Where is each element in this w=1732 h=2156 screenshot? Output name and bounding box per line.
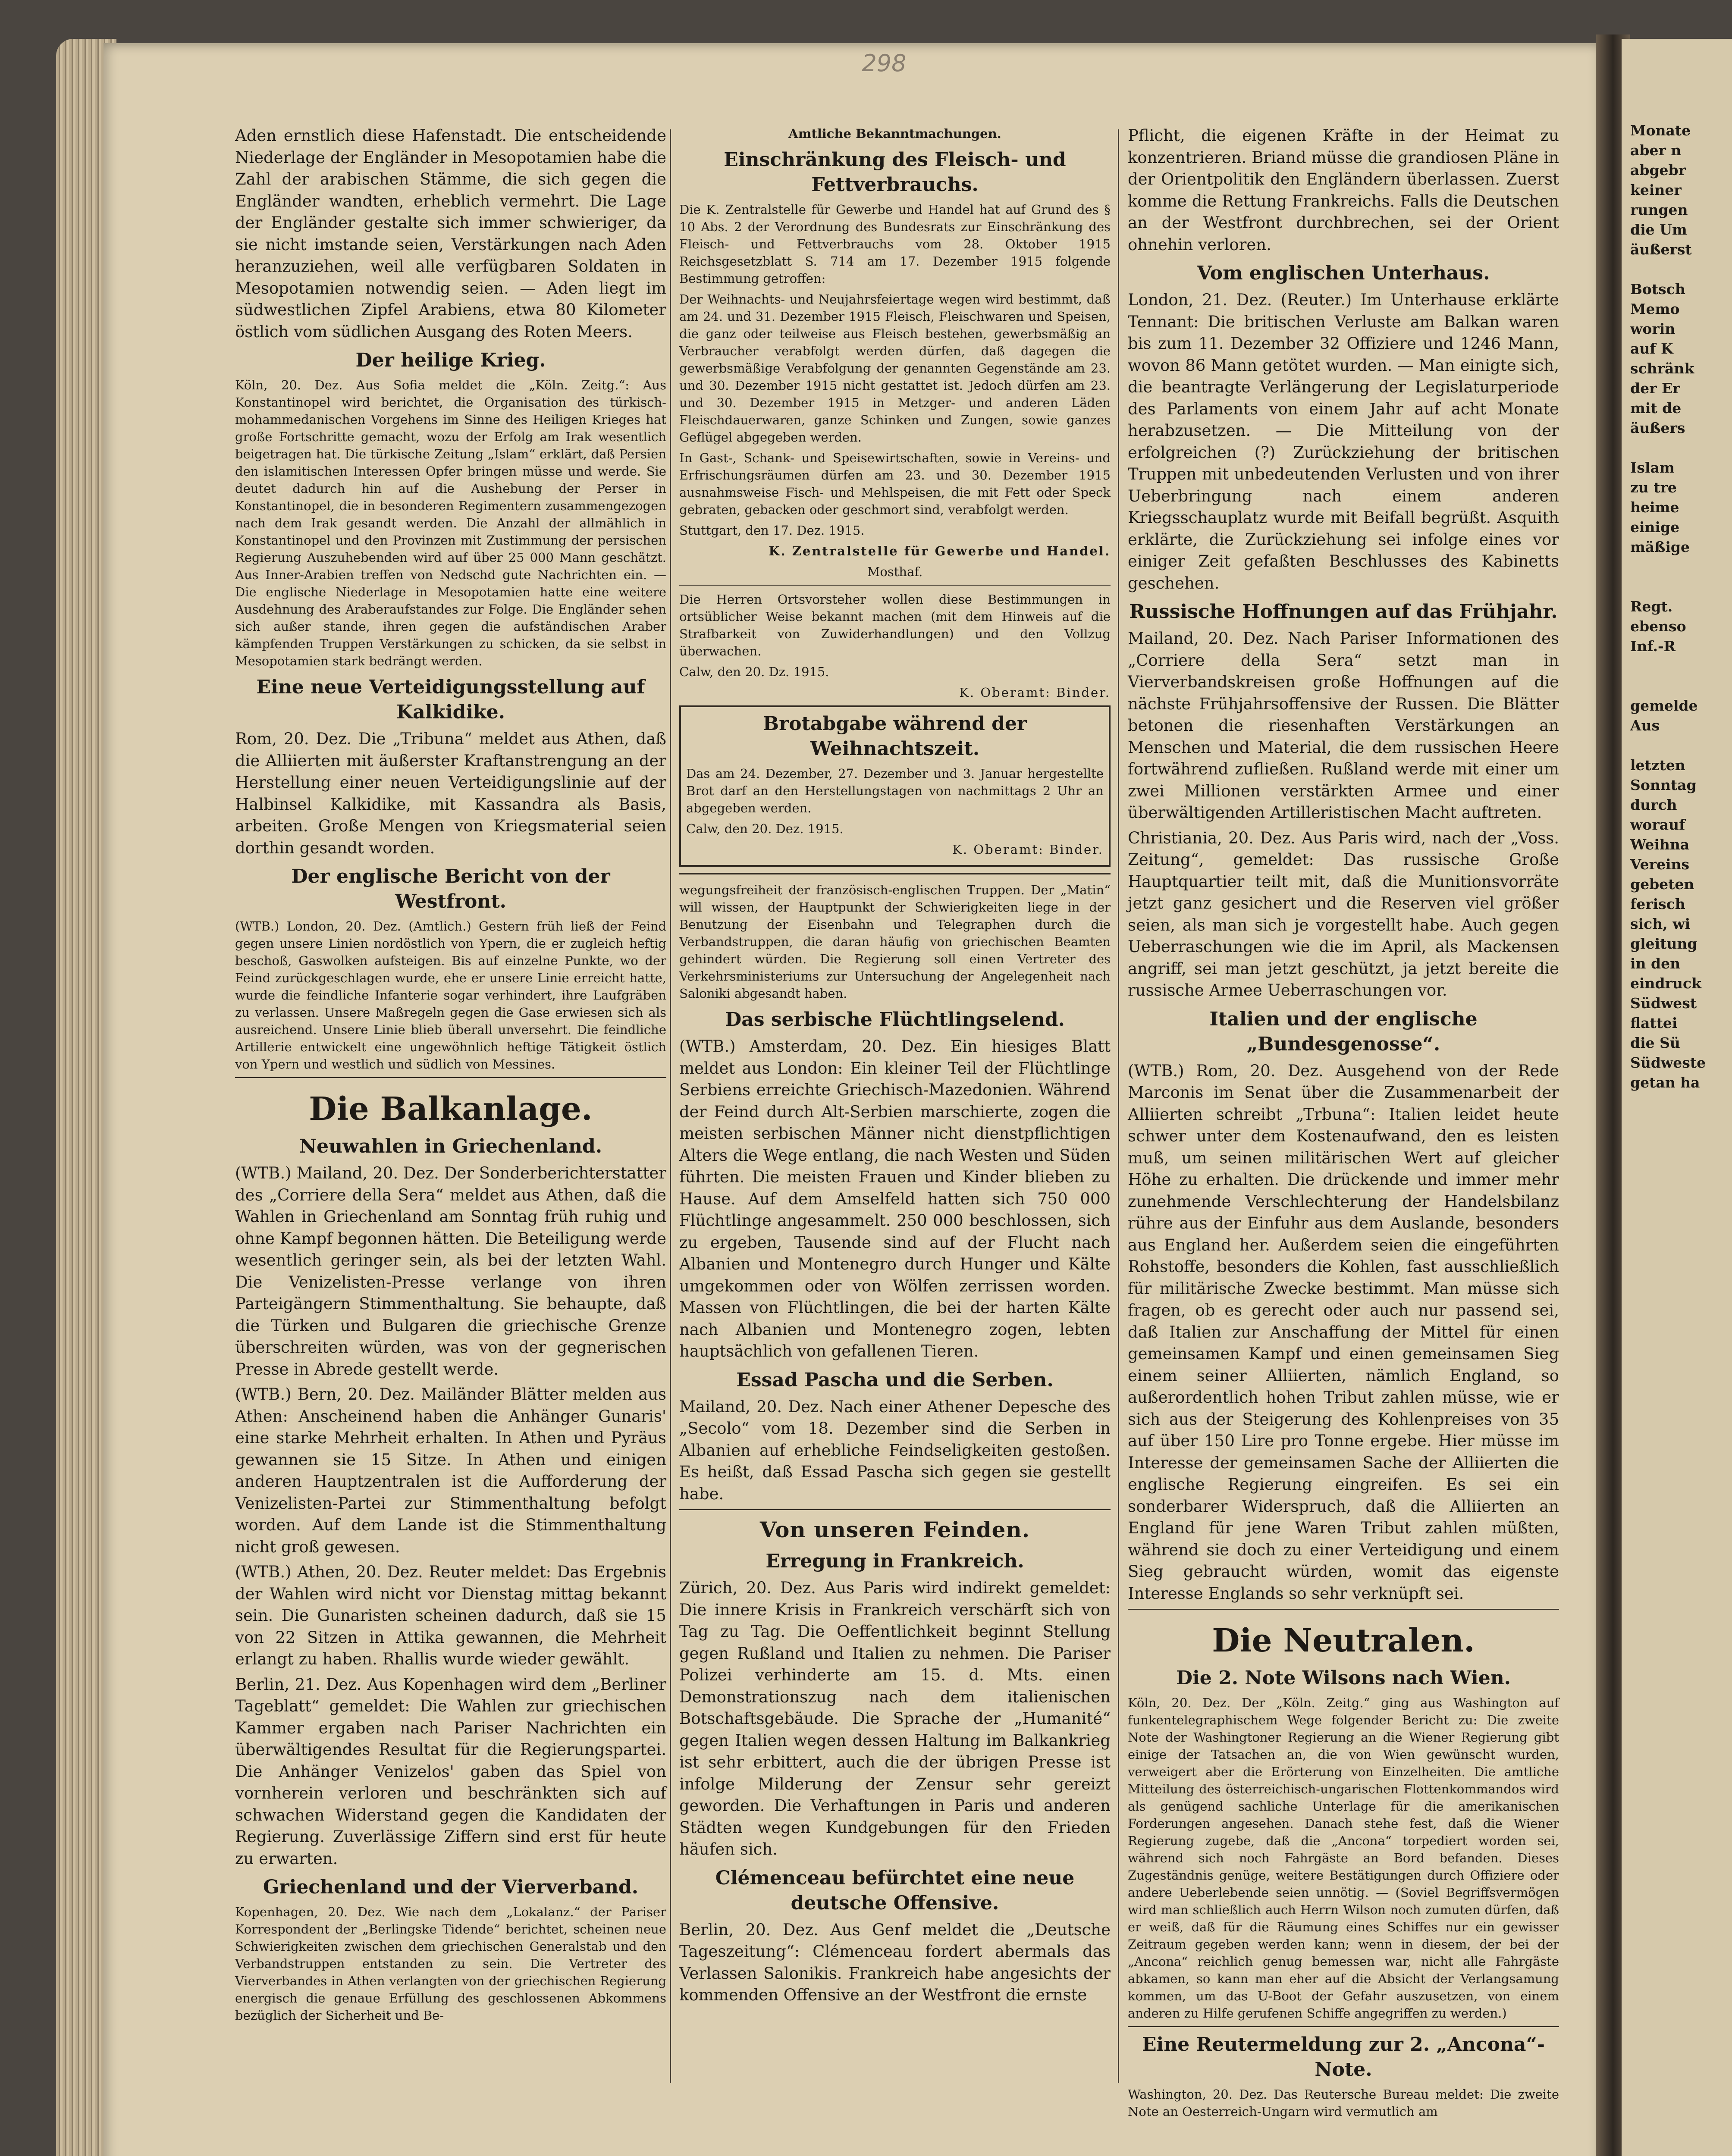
article-text: Kopenhagen, 20. Dez. Wie nach dem „Lokalanz.“ der Pariser Korrespondent der „Berlingske Tidende“ berichtet, scheinen neue Schwierigkeiten zwischen dem griechischen Generalstab und den Verbandstruppen entstanden zu sein. Die Vertreter des Vierverbandes in Athen verlangten von der griechischen Regierung energisch die genaue Erfüllung des geschlossenen Abkommens bezüglich der Sicherheit und Be-: [235, 1905, 666, 2023]
divider: [679, 1509, 1111, 1510]
facing-page-line: Vereins: [1630, 856, 1690, 873]
facing-page-line: flattei: [1630, 1015, 1678, 1031]
facing-page-line: getan ha: [1630, 1074, 1700, 1091]
article-text: Mailand, 20. Dez. Nach Pariser Informationen des „Corriere della Sera“ setzt man in Vierverbandskreisen große Hoffnungen auf die nächste Frühjahrsoffensive der Russen. Die Blätter betonen die riesenhaften Verstärkungen an Menschen und Material, die dem russischen Heere fortwährend zufließen. Rußland werde mit einer um zwei Millionen verstärkten Armee und einer überwältigenden Artilleristischen Macht auftreten.: [1128, 629, 1559, 822]
facing-page-line: Botsch: [1630, 281, 1685, 298]
facing-page-line: auf K: [1630, 340, 1673, 357]
column-rule: [670, 129, 671, 2083]
article-heading: Eine neue Verteidigungsstellung auf Kalkidike.: [256, 676, 645, 723]
column-rule: [1118, 129, 1119, 2083]
facing-page-line: in den: [1630, 955, 1681, 972]
article-heading: Italien und der englische „Bundesgenosse“.: [1209, 1008, 1478, 1055]
facing-page-line: ferisch: [1630, 896, 1685, 912]
facing-page-line: eindruck: [1630, 975, 1701, 992]
facing-page-line: rungen: [1630, 201, 1688, 218]
facing-page-line: äußerst: [1630, 241, 1692, 258]
divider: [235, 1077, 666, 1078]
facing-page-line: Memo: [1630, 301, 1680, 317]
facing-page-line: worin: [1630, 320, 1676, 337]
article-heading: Einschränkung des Fleisch- und Fettverbrauchs.: [724, 149, 1066, 196]
facing-page-line: sich, wi: [1630, 915, 1691, 932]
article-text: (WTB.) London, 20. Dez. (Amtlich.) Gestern früh ließ der Feind gegen unsere Linien nordöstlich von Ypern, die er zugleich heftig beschoß, Gaswolken aufsteigen. Bis auf einzelne Punkte, wo der Feind zurückgeschlagen wurde, ehe er unsere Linie erreicht hatte, wurde die feindliche Infanterie sogar verhindert, ihre Laufgräben zu verlassen. Unsere Maßregeln gegen die Gase erwiesen sich als ausreichend. Unsere Linie blieb überall unversehrt. Die feindliche Artillerie entwickelt eine ungewöhnlich heftige Tätigkeit östlich von Ypern und westlich und südlich von Messines.: [235, 919, 666, 1072]
facing-page-line: gleitung: [1630, 935, 1697, 952]
article-heading: Russische Hoffnungen auf das Frühjahr.: [1129, 601, 1558, 623]
facing-page-line: gemelde: [1630, 697, 1698, 714]
facing-page-line: Inf.-R: [1630, 638, 1676, 655]
facing-page: [1622, 39, 1732, 2156]
facing-page-line: [1622, 438, 1732, 458]
facing-page-line: worauf: [1630, 816, 1685, 833]
article-heading: Vom englischen Unterhaus.: [1197, 262, 1490, 284]
facing-page-line: schränk: [1630, 360, 1694, 377]
article-text: Köln, 20. Dez. Aus Sofia meldet die „Köln. Zeitg.“: Aus Konstantinopel wird berichtet, die Organisation des türkisch-mohammedanischen Vorgehens im Sinne des Heiligen Krieges hat große Fortschritte gemacht, wozu der Erfolg am Irak wesentlich beigetragen hat. Die türkische Zeitung „Islam“ erklärt, daß Persien den islamitischen Interessen Opfer bringen müsse und werde. Sie deutet dadurch hin auf die Aushebung der Perser in Konstantinopel, die in besonderen Regimentern zusammengezogen nach dem Irak gesandt werden. Die Anzahl der allmählich in Konstantinopel und den Provinzen mit Zustimmung der persischen Regierung Auszuhebenden wird auf über 25 000 Mann geschätzt. Aus Inner-Arabien treffen von Nedschd gute Nachrichten ein. — Die englische Niederlage in Mesopotamien hatte eine weitere Ausdehnung des Araberaufstandes zur Folge. Die Engländer sehen sich außer stande, ihren gegen die aufständischen Araber kämpfenden Truppen Verstärkungen zu schicken, da sie selbst in Mesopotamien stark bedrängt werden.: [235, 378, 666, 668]
section-heading: Von unseren Feinden.: [759, 1517, 1030, 1542]
signature: K. Oberamt: Binder.: [959, 685, 1111, 700]
dateline: Calw, den 20. Dz. 1915.: [679, 664, 829, 679]
article-text: Berlin, 20. Dez. Aus Genf meldet die „Deutsche Tageszeitung“: Clémenceau fordert abermals das Verlassen Salonikis. Frankreich habe angesichts der kommenden Offensive an der Westfront die ernste: [679, 1920, 1111, 2004]
article-text: wegungsfreiheit der französisch-englischen Truppen. Der „Matin“ will wissen, der Hauptpunkt der Schwierigkeiten liege in der Benutzung der Eisenbahn und Telegraphen durch die Verbandstruppen, die daran häufig von griechischen Beamten gehindert würden. Die Regierung soll einen Vertreter des Verkehrsministeriums zur Untersuchung der Angelegenheit nach Saloniki abgesandt haben.: [679, 883, 1111, 1001]
facing-page-line: Monate: [1630, 122, 1691, 139]
facing-page-line: abgebr: [1630, 162, 1686, 179]
facing-page-line: Sonntag: [1630, 777, 1697, 793]
article-text: Das am 24. Dezember, 27. Dezember und 3. Januar hergestellte Brot darf an den Herstellungstagen von nachmittags 2 Uhr an abgegeben werden.: [686, 766, 1104, 815]
article-text: Mailand, 20. Dez. Nach einer Athener Depesche des „Secolo“ vom 18. Dezember sind die Serben in Albanien auf erhebliche Feindseligkeiten gestoßen. Es heißt, daß Essad Pascha sich gegen sie gestellt habe.: [679, 1397, 1111, 1503]
article-text: Rom, 20. Dez. Die „Tribuna“ meldet aus Athen, daß die Alliierten mit äußerster Kraftanstrengung an der Herstellung einer neuen Verteidigungslinie auf der Halbinsel Kalkidike, mit Kassandra als Basis, arbeiten. Große Mengen von Kriegsmaterial seien dorthin gesandt worden.: [235, 730, 666, 857]
column-1: [235, 125, 666, 2091]
article-text: Der Weihnachts- und Neujahrsfeiertage wegen wird bestimmt, daß am 24. und 31. Dezember 1915 Fleisch, Fleischwaren und Speisen, die ganz oder teilweise aus Fleisch bestehen, gewerbsmäßig an Verbraucher verabfolgt werden dürfen, daß dagegen die gewerbsmäßige Verabfolgung der genannten Gegenstände am 23. und 30. Dezember 1915 nicht gestattet ist. Jedoch dürfen am 23. und 30. Dezember 1915 in Metzger- und anderen Läden Fleischdauerwaren, ganze Schinken und Zungen, sowie ganzes Geflügel abgegeben werden.: [679, 292, 1111, 445]
facing-page-line: ebenso: [1630, 618, 1686, 635]
facing-page-line: mäßige: [1630, 539, 1690, 555]
divider: [679, 873, 1111, 874]
facing-page-line: einige: [1630, 519, 1680, 536]
facing-page-line: Südwest: [1630, 995, 1697, 1012]
facing-page-line: die Um: [1630, 221, 1687, 238]
facing-page-line: die Sü: [1630, 1034, 1680, 1051]
article-text: (WTB.) Amsterdam, 20. Dez. Ein hiesiges Blatt meldet aus London: Ein kleiner Teil der Flüchtlinge Serbiens erreichte Griechisch-Mazedonien. Während der Feind durch Alt-Serbien marschierte, zogen die meisten serbischen Männer nicht dienstpflichtigen Alters die Wege entlang, die nach Westen und Süden führten. Die meisten Frauen und Kinder blieben zu Hause. Auf dem Amselfeld hatten sich 750 000 Flüchtlinge angesammelt. 250 000 beschlossen, sich zu ergeben, Tausende sind auf der Flucht nach Albanien und Montenegro durch Hunger und Kälte umgekommen oder von Wölfen zerrissen worden. Massen von Flüchtlingen, die bei der harten Kälte nach Albanien und Montenegro zogen, lebten hauptsächlich von gefallenen Tieren.: [679, 1037, 1111, 1360]
article-text: (WTB.) Mailand, 20. Dez. Der Sonderberichterstatter des „Corriere della Sera“ meldet aus Athen, daß die Wahlen in Griechenland am Sonntag früh ruhig und ohne Kampf begonnen hätten. Die Beteiligung werde wesentlich geringer sein, als bei der letzten Wahl. Die Venizelisten-Presse verlange von ihren Parteigängern Stimmenthaltung. Sie behaupte, daß die Türken und Bulgaren die griechische Grenze überschreiten würden, was von der gegnerischen Presse in Abrede gestellt werde.: [235, 1164, 666, 1379]
section-heading: Die Neutralen.: [1212, 1622, 1475, 1659]
article-heading: Die 2. Note Wilsons nach Wien.: [1176, 1667, 1511, 1689]
facing-page-line: zu tre: [1630, 479, 1677, 496]
article-heading: Das serbische Flüchtlingselend.: [725, 1009, 1065, 1031]
facing-page-line: durch: [1630, 796, 1677, 813]
facing-page-line: Islam: [1630, 459, 1675, 476]
facing-page-line: [1622, 736, 1732, 755]
facing-page-line: aber n: [1630, 142, 1682, 159]
article-text: In Gast-, Schank- und Speisewirtschaften, sowie in Vereins- und Erfrischungsräumen dürfen am 23. und 30. Dezember 1915 ausnahmsweise Fisch- und Mehlspeisen, die mit Fett oder Speck gebraten, gebacken oder geschmort sind, verabfolgt werden.: [679, 451, 1111, 517]
article-text: Zürich, 20. Dez. Aus Paris wird indirekt gemeldet: Die innere Krisis in Frankreich verschärft sich von Tag zu Tag. Die Oeffentlichkeit beginnt Stellung gegen Rußland und Italien zu nehmen. Die Pariser Polizei verhinderte am 15. d. Mts. einen Demonstrationszug nach dem italienischen Botschaftsgebäude. Die Sprache der „Humanité“ gegen Italien wegen dessen Haltung im Balkankrieg ist sehr erbittert, auch die der übrigen Presse ist infolge Milderung der Zensur sehr gereizt geworden. Die Verhaftungen in Paris und anderen Städten wegen Kundgebungen für den Frieden häufen sich.: [679, 1579, 1111, 1858]
signature: K. Oberamt: Binder.: [952, 842, 1104, 857]
article-text: Aden ernstlich diese Hafenstadt. Die entscheidende Niederlage der Engländer in Mesopotamien habe die Zahl der arabischen Stämme, die sich gegen die Engländer wandten, erheblich vermehrt. Die Lage der Engländer gestalte sich immer schwieriger, da sie nicht imstande seien, Verstärkungen nach Aden heranzuziehen, weil alle verfügbaren Soldaten in Mesopotamien notwendig seien. — Aden liegt im südwestlichen Zipfel Arabiens, etwa 80 Kilometer östlich vom südlichen Ausgang des Roten Meers.: [235, 126, 666, 341]
facing-page-line: letzten: [1630, 757, 1685, 774]
article-heading: Eine Reutermeldung zur 2. „Ancona“-Note.: [1142, 2034, 1545, 2081]
article-heading: Der heilige Krieg.: [355, 349, 546, 371]
article-text: Pflicht, die eigenen Kräfte in der Heimat zu konzentrieren. Briand müsse die grandiosen Pläne in der Orientpolitik den Engländern überlassen. Zuerst komme die Rettung Frankreichs. Falls die Deutschen an der Westfront durchbrechen, sei der Orient ohnehin verloren.: [1128, 126, 1559, 254]
notice-box: [679, 705, 1111, 867]
facing-page-line: [1622, 557, 1732, 577]
article-text: (WTB.) Athen, 20. Dez. Reuter meldet: Das Ergebnis der Wahlen wird nicht vor Dienstag mittag bekannt sein. Die Gunaristen scheinen dadurch, daß sie 15 von 22 Sitzen in Attika gewannen, die Mehrheit erlangt zu haben. Rhallis wurde wieder gewählt.: [235, 1563, 666, 1668]
article-text: Washington, 20. Dez. Das Reutersche Bureau meldet: Die zweite Note an Oesterreich-Ungarn wird vermutlich am: [1128, 2087, 1559, 2119]
page-number: 298: [862, 50, 907, 77]
divider: [679, 585, 1111, 586]
facing-page-line: [1622, 260, 1732, 279]
facing-page-line: mit de: [1630, 400, 1682, 417]
signature: Mosthaf.: [867, 564, 923, 579]
article-heading: Essad Pascha und die Serben.: [736, 1369, 1054, 1391]
article-text: Die Herren Ortsvorsteher wollen diese Bestimmungen in ortsüblicher Weise bekannt machen (mit dem Hinweis auf die Strafbarkeit von Zuwiderhandlungen) und den Vollzug überwachen.: [679, 592, 1111, 658]
article-text: (WTB.) Rom, 20. Dez. Ausgehend von der Rede Marconis im Senat über die Zusammenarbeit der Alliierten schreibt „Trbuna“: Italien leidet heute schwer unter dem Kostenaufwand, den es leisten muß, um seinen militärischen Wert auf gleicher Höhe zu erhalten. Die drückende und immer mehr zunehmende Verschlechterung der Handelsbilanz rühre aus der Einfuhr aus dem Auslande, besonders aus England her. Außerdem seien die eingeführten Rohstoffe, besonders die Kohlen, fast ausschließlich für militärische Zwecke bestimmt. Man müsse sich fragen, ob es gerecht oder auch nur passend sei, daß Italien zur Anschaffung der Mittel für einen gemeinsamen Kampf und einen gemeinsamen Sieg einem seiner Alliierten, nämlich England, so außerordentlich hohen Tribut zahlen müsse, wie er sich aus der Steigerung des Kohlenpreises von 35 auf über 150 Lire pro Tonne ergebe. Hier müsse im Interesse der gemeinsamen Sache der Alliierten die englische Regierung eingreifen. Es sei ein sonderbarer Widerspruch, daß die Alliierten an England für jene Waren Tribut zahlen müßten, während sie doch zu einer Verteidigung und einem Sieg gebraucht würden, womit das eigenste Interesse Englands so sehr verknüpft sei.: [1128, 1061, 1559, 1603]
facing-page-line: keiner: [1630, 182, 1682, 198]
facing-page-line: Regt.: [1630, 598, 1673, 615]
article-heading: Neuwahlen in Griechenland.: [299, 1135, 602, 1157]
article-text: Die K. Zentralstelle für Gewerbe und Handel hat auf Grund des § 10 Abs. 2 der Verordnung des Bundesrats zur Einschränkung des Fleisch- und Fettverbrauchs vom 28. Oktober 1915 Reichsgesetzblatt S. 714 am 17. Dezember 1915 folgende Bestimmung getroffen:: [679, 202, 1111, 286]
facing-page-line: [1622, 577, 1732, 597]
facing-page-line: der Er: [1630, 380, 1680, 397]
facing-page-line: äußers: [1630, 420, 1685, 436]
facing-page-line: [1622, 656, 1732, 676]
facing-page-line: [1622, 676, 1732, 696]
article-heading: Erregung in Frankreich.: [766, 1550, 1024, 1572]
article-heading: Brotabgabe während der Weihnachtszeit.: [762, 713, 1027, 760]
notices-heading: Amtliche Bekanntmachungen.: [788, 126, 1001, 141]
article-text: Berlin, 21. Dez. Aus Kopenhagen wird dem „Berliner Tageblatt“ gemeldet: Die Wahlen zur griechischen Kammer ergaben nach Pariser Nachrichten ein überwältigendes Resultat für die Regierungspartei. Die Anhänger Venizelos' gaben das Spiel von vornherein verloren und beschränkten sich auf schwachen Widerstand gegen die Kandidaten der Regierung. Zuverlässige Ziffern sind erst für heute zu erwarten.: [235, 1675, 666, 1868]
facing-page-line: Weihna: [1630, 836, 1690, 853]
dateline: Stuttgart, den 17. Dez. 1915.: [679, 523, 865, 538]
article-heading: Der englische Bericht von der Westfront.: [291, 865, 610, 912]
article-text: Köln, 20. Dez. Der „Köln. Zeitg.“ ging aus Washington auf funkentelegraphischem Wege folgender Bericht zu: Die zweite Note der Washingtoner Regierung an die Wiener Regierung gibt einige der Tatsachen an, die von Wien gewünscht wurden, verweigert aber die Erörterung von Einzelheiten. Die amtliche Mitteilung des österreichisch-ungarischen Flottenkommandos wird als genügend sachliche Unterlage für die amerikanischen Forderungen angesehen. Danach stehe fest, daß die Wiener Regierung zugebe, daß die „Ancona“ torpediert worden sei, während sich noch Fahrgäste an Bord befanden. Dieses Zugeständnis genüge, weitere Bestätigungen durch Offiziere oder andere Ueberlebende seien unnötig. — (Soviel Begriffsvermögen wird man schließlich auch Herrn Wilson noch zumuten dürfen, daß er weiß, daß für die Räumung eines Schiffes nur ein gewisser Zeitraum gegeben werden kann; wenn in diesem, der bei der „Ancona“ reichlich genug bemessen war, nicht alle Fahrgäste abkamen, so kann man eher auf die Absicht der Verlangsamung kommen, um das U-Boot der Gefahr auszusetzen, von einem anderen zu Hilfe gerufenen Schiffe angegriffen zu werden.): [1128, 1695, 1559, 2021]
article-text: London, 21. Dez. (Reuter.) Im Unterhause erklärte Tennant: Die britischen Verluste am Balkan waren bis zum 11. Dezember 32 Offiziere und 1246 Mann, wovon 86 Mann getötet wurden. — Man einigte sich, die beantragte Verlängerung der Legislaturperiode des Parlaments von einem Jahr auf acht Monate herabzusetzen. — Die Mitteilung von der erfolgreichen (?) Zurückziehung der britischen Truppen mit unbedeutenden Verlusten und von ihrer Ueberbringung nach einem anderen Kriegsschauplatz wurde mit Beifall begrüßt. Asquith erklärte, die Zurückziehung sei infolge eines vor einiger Zeit gefaßten Beschlusses des Kabinetts geschehen.: [1128, 291, 1559, 592]
divider: [1128, 2026, 1559, 2027]
article-text: (WTB.) Bern, 20. Dez. Mailänder Blätter melden aus Athen: Anscheinend haben die Anhänger Gunaris' eine starke Mehrheit erhalten. In Athen und Pyräus gewannen sie 15 Sitze. In Athen und einigen anderen Hauptzentralen ist die Aufforderung der Venizelisten-Partei zur Stimmenthaltung befolgt worden. Auf dem Lande ist die Stimmenthaltung nicht groß gewesen.: [235, 1385, 666, 1556]
facing-page-line: Südweste: [1630, 1054, 1706, 1071]
article-text: Christiania, 20. Dez. Aus Paris wird, nach der „Voss. Zeitung“, gemeldet: Das russische Große Hauptquartier teilt mit, daß die Munitionsvorräte jetzt ganz gesichert und die Reserven viel größer seien, als man sich je vorgestellt habe. Auch gegen Ueberraschungen wie die im April, als Mackensen angriff, sei man jetzt geschützt, ja jetzt bereite die russische Armee Ueberraschungen vor.: [1128, 828, 1559, 1000]
divider: [1128, 1609, 1559, 1610]
signature: K. Zentralstelle für Gewerbe und Handel.: [769, 544, 1111, 558]
column-2: [679, 125, 1111, 2091]
article-heading: Griechenland und der Vierverband.: [263, 1876, 639, 1898]
facing-page-line: heime: [1630, 499, 1679, 516]
facing-page-line: gebeten: [1630, 876, 1694, 893]
dateline: Calw, den 20. Dez. 1915.: [686, 821, 844, 836]
facing-page-line: Aus: [1630, 717, 1660, 734]
column-3: [1128, 125, 1559, 2119]
article-heading: Clémenceau befürchtet eine neue deutsche Offensive.: [715, 1867, 1075, 1914]
section-heading: Die Balkanlage.: [309, 1091, 593, 1128]
